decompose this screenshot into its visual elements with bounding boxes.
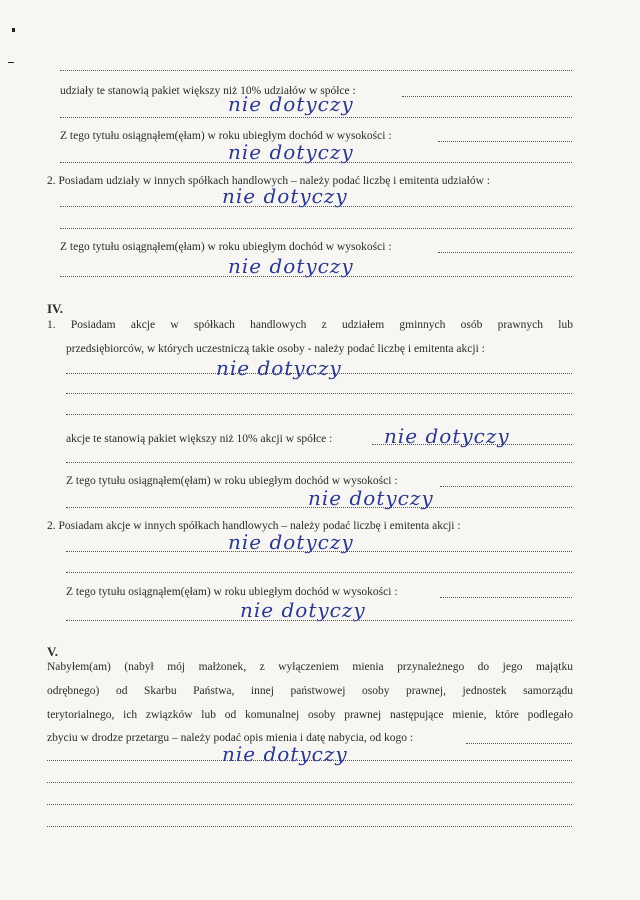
dotted-line bbox=[438, 252, 572, 253]
text-line: odrębnego) od Skarbu Państwa, innej państwowej osoby prawnej, jednostek samorządu bbox=[47, 685, 573, 697]
dotted-line bbox=[440, 486, 572, 487]
dotted-line bbox=[466, 743, 572, 744]
scan-mark bbox=[12, 28, 15, 32]
scan-mark bbox=[8, 62, 14, 63]
handwritten-answer: nie dotyczy bbox=[384, 424, 510, 448]
dotted-line bbox=[440, 597, 572, 598]
dotted-line bbox=[60, 276, 572, 277]
dotted-line bbox=[60, 206, 572, 207]
handwritten-answer: nie dotyczy bbox=[222, 742, 348, 766]
section-heading: V. bbox=[47, 644, 58, 659]
text-line: Z tego tytułu osiągnąłem(ęłam) w roku ubiegłym dochód w wysokości : bbox=[66, 586, 398, 598]
dotted-line bbox=[66, 373, 572, 374]
handwritten-answer: nie dotyczy bbox=[228, 530, 354, 554]
dotted-line bbox=[47, 760, 572, 761]
text-line: 1. Posiadam akcje w spółkach handlowych z udziałem gminnych osób prawnych lub bbox=[47, 319, 573, 331]
dotted-line bbox=[66, 620, 572, 621]
dotted-line bbox=[47, 782, 572, 783]
dotted-line bbox=[66, 551, 572, 552]
dotted-line bbox=[47, 826, 572, 827]
dotted-line bbox=[60, 162, 572, 163]
text-line: akcje te stanowią pakiet większy niż 10% akcji w spółce : bbox=[66, 433, 333, 445]
text-line: Z tego tytułu osiągnąłem(ęłam) w roku ubiegłym dochód w wysokości : bbox=[66, 475, 398, 487]
handwritten-answer: nie dotyczy bbox=[222, 184, 348, 208]
dotted-line bbox=[438, 141, 572, 142]
dotted-line bbox=[60, 117, 572, 118]
text-line: zbyciu w drodze przetargu – należy podać opis mienia i datę nabycia, od kogo : bbox=[47, 732, 414, 744]
text-line: terytorialnego, ich związków lub od komunalnej osoby prawnej następujące mienie, które podlegało bbox=[47, 709, 573, 721]
dotted-line bbox=[66, 572, 572, 573]
text-line: przedsiębiorców, w których uczestniczą takie osoby - należy podać liczbę i emitenta akcji : bbox=[66, 343, 485, 355]
section-heading: IV. bbox=[47, 301, 64, 316]
handwritten-answer: nie dotyczy bbox=[240, 598, 366, 622]
dotted-line bbox=[66, 393, 572, 394]
dotted-line bbox=[402, 96, 572, 97]
text-line: 2. Posiadam akcje w innych spółkach handlowych – należy podać liczbę i emitenta akcji : bbox=[47, 520, 461, 532]
dotted-line bbox=[60, 70, 572, 71]
text-line: Z tego tytułu osiągnąłem(ęłam) w roku ubiegłym dochód w wysokości : bbox=[60, 130, 392, 142]
dotted-line bbox=[66, 414, 572, 415]
text-line: Nabyłem(am) (nabył mój małżonek, z wyłączeniem mienia przynależnego do jego majątku bbox=[47, 661, 573, 673]
dotted-line bbox=[66, 462, 572, 463]
dotted-line bbox=[47, 804, 572, 805]
dotted-line bbox=[66, 507, 572, 508]
handwritten-answer: nie dotyczy bbox=[228, 254, 354, 278]
handwritten-answer: nie dotyczy bbox=[308, 486, 434, 510]
dotted-line bbox=[60, 228, 572, 229]
text-line: 2. Posiadam udziały w innych spółkach handlowych – należy podać liczbę i emitenta udziałów : bbox=[47, 175, 490, 187]
handwritten-answer: nie dotyczy bbox=[216, 356, 342, 380]
handwritten-answer: nie dotyczy bbox=[228, 92, 354, 116]
text-line: udziały te stanowią pakiet większy niż 10% udziałów w spółce : bbox=[60, 85, 356, 97]
handwritten-answer: nie dotyczy bbox=[228, 140, 354, 164]
text-line: Z tego tytułu osiągnąłem(ęłam) w roku ubiegłym dochód w wysokości : bbox=[60, 241, 392, 253]
